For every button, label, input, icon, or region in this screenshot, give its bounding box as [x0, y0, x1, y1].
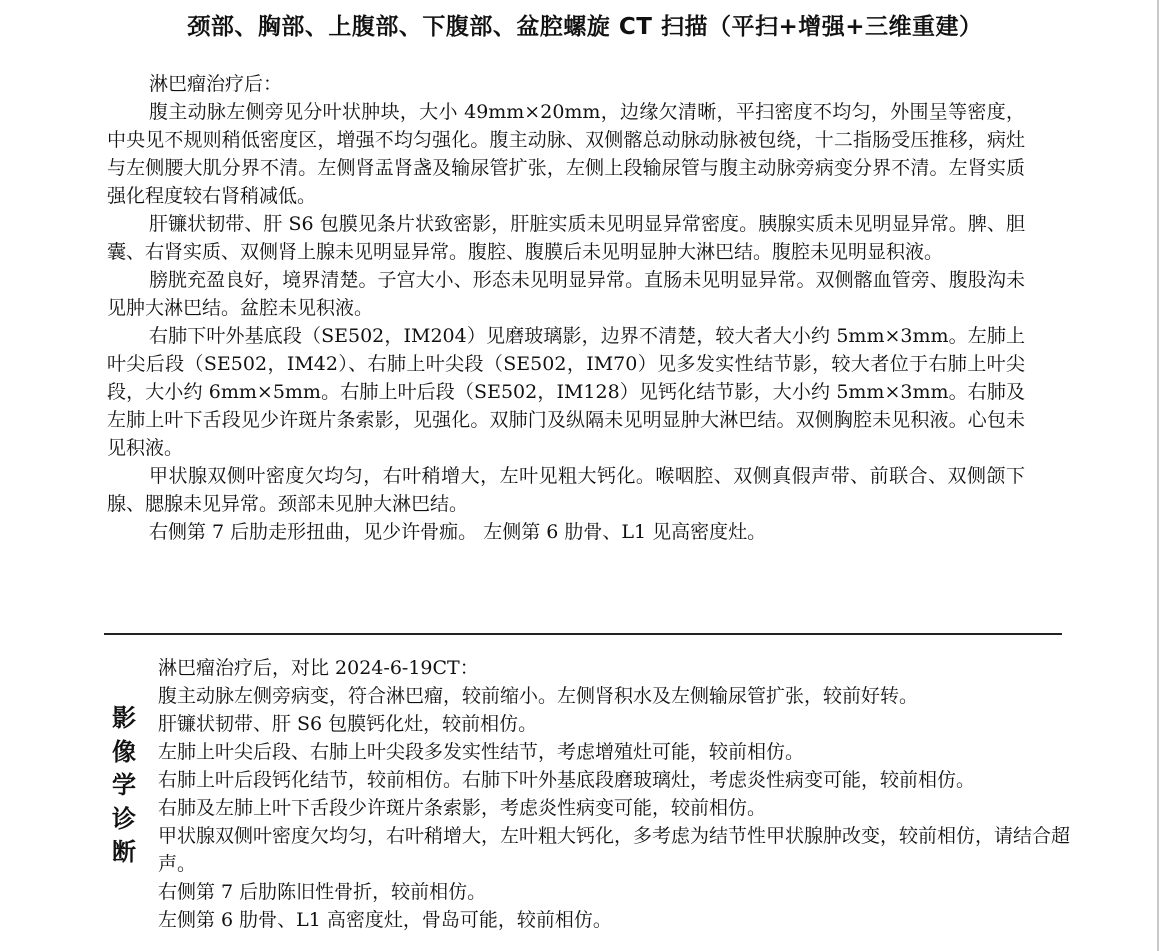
findings-paragraph: 甲状腺双侧叶密度欠均匀，右叶稍增大，左叶见粗大钙化。喉咽腔、双侧真假声带、前联合、双侧颌下腺、腮腺未见异常。颈部未见肿大淋巴结。: [107, 465, 1025, 515]
diagnosis-section: [158, 654, 1088, 934]
section-divider: [104, 633, 1062, 635]
diagnosis-label: [108, 702, 140, 870]
diagnosis-line: 肝镰状韧带、肝 S6 包膜钙化灶，较前相仿。: [158, 713, 538, 735]
diagnosis-label-char: 影: [112, 704, 136, 732]
findings-paragraph: 淋巴瘤治疗后：: [149, 73, 283, 95]
diagnosis-line: 右侧第 7 后肋陈旧性骨折，较前相仿。: [158, 881, 487, 903]
page-edge-rule: [1157, 0, 1159, 951]
diagnosis-label-char: 诊: [112, 804, 136, 833]
findings-section: [107, 70, 1025, 546]
diagnosis-line: 左肺上叶尖后段、右肺上叶尖段多发实性结节，考虑增殖灶可能，较前相仿。: [158, 741, 805, 763]
diagnosis-line: 腹主动脉左侧旁病变，符合淋巴瘤，较前缩小。左侧肾积水及左侧输尿管扩张，较前好转。: [158, 685, 919, 707]
report-title: 颈部、胸部、上腹部、下腹部、盆腔螺旋 CT 扫描（平扫+增强+三维重建）: [187, 14, 983, 40]
findings-paragraph: 腹主动脉左侧旁见分叶状肿块，大小 49mm×20mm，边缘欠清晰，平扫密度不均匀，外围呈等密度，中央见不规则稍低密度区，增强不均匀强化。腹主动脉、双侧髂总动脉动脉被包绕，十二指肠受压推移，病灶与左侧腰大肌分界不清。左侧肾盂肾盏及输尿管扩张，左侧上段输尿管与腹主动脉旁病变分界不清。左肾实质强化程度较右肾稍减低。: [107, 101, 1025, 207]
findings-paragraph: 右侧第 7 后肋走形扭曲，见少许骨痂。 左侧第 6 肋骨、L1 见高密度灶。: [149, 521, 767, 543]
diagnosis-label-char: 像: [112, 737, 136, 766]
findings-paragraph: 右肺下叶外基底段（SE502，IM204）见磨玻璃影，边界不清楚，较大者大小约 5mm×3mm。左肺上叶尖后段（SE502，IM42）、右肺上叶尖段（SE502，IM70）见多发实性结节影，较大者位于右肺上叶尖段，大小约 6mm×5mm。右肺上叶后段（SE502，IM128）见钙化结节影，大小约 5mm×3mm。右肺及左肺上叶下舌段见少许斑片条索影，见强化。双肺门及纵隔未见明显肿大淋巴结。双侧胸腔未见积液。心包未见积液。: [107, 325, 1025, 459]
diagnosis-line: 甲状腺双侧叶密度欠均匀，右叶稍增大，左叶粗大钙化，多考虑为结节性甲状腺肿改变，较前相仿，请结合超声。: [158, 825, 1071, 875]
diagnosis-line: 左侧第 6 肋骨、L1 高密度灶，骨岛可能，较前相仿。: [158, 909, 612, 931]
findings-paragraph: 肝镰状韧带、肝 S6 包膜见条片状致密影，肝脏实质未见明显异常密度。胰腺实质未见明显异常。脾、胆囊、右肾实质、双侧肾上腺未见明显异常。腹腔、腹膜后未见明显肿大淋巴结。腹腔未见明显积液。: [107, 213, 1025, 263]
diagnosis-label-char: 断: [112, 838, 136, 867]
findings-paragraph: 膀胱充盈良好，境界清楚。子宫大小、形态未见明显异常。直肠未见明显异常。双侧髂血管旁、腹股沟未见肿大淋巴结。盆腔未见积液。: [107, 269, 1025, 319]
diagnosis-line: 淋巴瘤治疗后，对比 2024-6-19CT：: [158, 657, 479, 679]
diagnosis-line: 右肺上叶后段钙化结节，较前相仿。右肺下叶外基底段磨玻璃灶，考虑炎性病变可能，较前相仿。: [158, 769, 976, 791]
diagnosis-label-char: 学: [112, 771, 136, 800]
diagnosis-line: 右肺及左肺上叶下舌段少许斑片条索影，考虑炎性病变可能，较前相仿。: [158, 797, 767, 819]
